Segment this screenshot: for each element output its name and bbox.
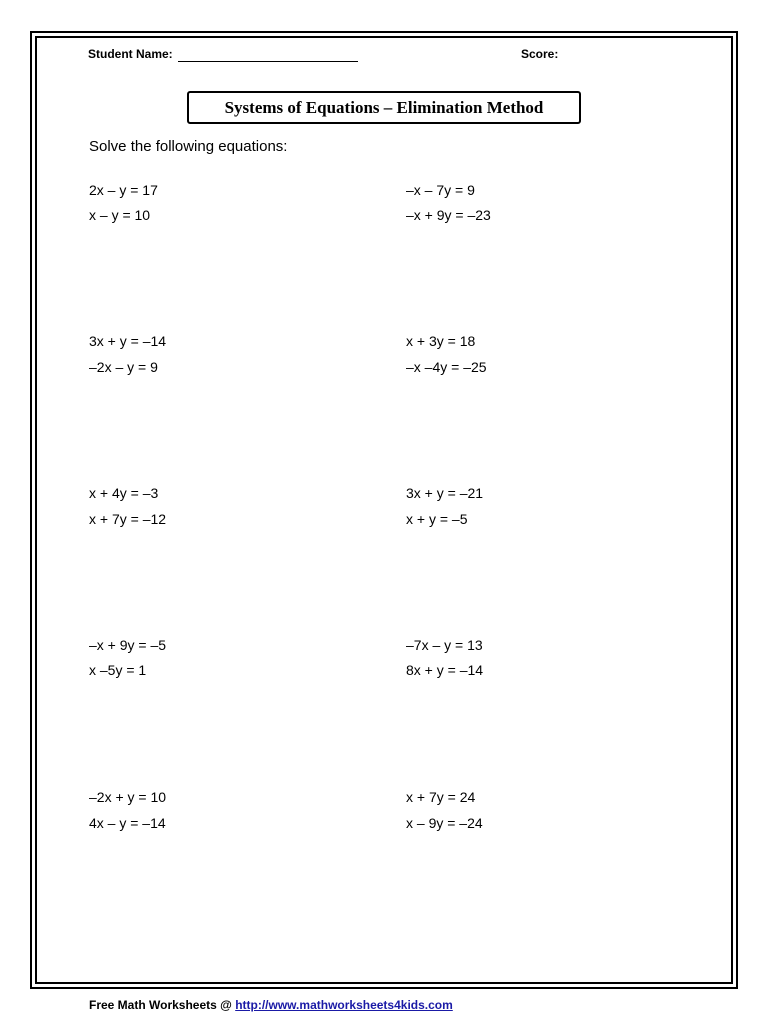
- equation: 3x + y = –21: [406, 485, 484, 501]
- equation: x – y = 10: [89, 207, 151, 223]
- student-name-label: Student Name:: [88, 47, 173, 61]
- instructions: Solve the following equations:: [89, 138, 288, 155]
- equation: –x –4y = –25: [406, 359, 487, 375]
- equation: x + 7y = –12: [89, 511, 167, 527]
- equation: x + 7y = 24: [406, 789, 476, 805]
- worksheet-title-text: Systems of Equations – Elimination Method: [224, 97, 544, 117]
- student-name-line: [178, 61, 358, 62]
- equation: x + y = –5: [406, 511, 468, 527]
- equation: 2x – y = 17: [89, 182, 158, 198]
- equation: x + 4y = –3: [89, 485, 159, 501]
- equation: x + 3y = 18: [406, 333, 476, 349]
- equation: –x – 7y = 9: [406, 182, 475, 198]
- footer-text: Free Math Worksheets @: [89, 998, 236, 1012]
- footer-link[interactable]: http://www.mathworksheets4kids.com: [235, 998, 453, 1012]
- equation: 4x – y = –14: [89, 815, 166, 831]
- worksheet-title: [187, 91, 581, 124]
- equation: x – 9y = –24: [406, 815, 483, 831]
- equation: –x + 9y = –5: [89, 637, 167, 653]
- equation: –7x – y = 13: [406, 637, 483, 653]
- equation: x –5y = 1: [89, 662, 147, 678]
- equation: –2x – y = 9: [89, 359, 158, 375]
- equation: –x + 9y = –23: [406, 207, 491, 223]
- score-label: Score:: [521, 47, 559, 61]
- equation: 3x + y = –14: [89, 333, 167, 349]
- page-border-inner: [35, 36, 733, 984]
- equation: 8x + y = –14: [406, 662, 484, 678]
- footer: [89, 998, 453, 1012]
- equation: –2x + y = 10: [89, 789, 167, 805]
